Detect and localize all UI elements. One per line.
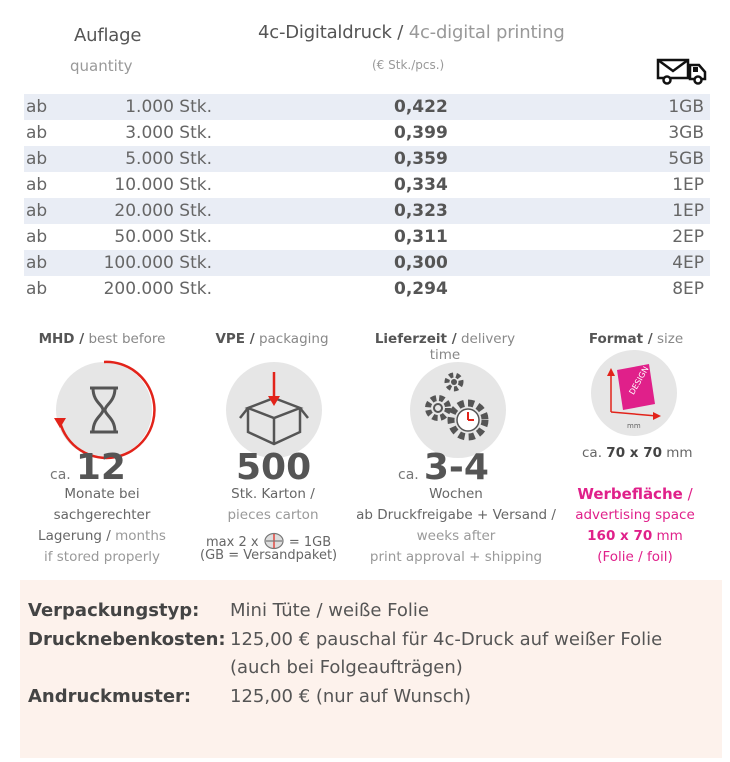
lieferzeit-description bbox=[343, 484, 569, 568]
table-row bbox=[24, 198, 710, 224]
costs-value1: 125,00 € pauschal für 4c-Druck auf weißer Folie bbox=[230, 629, 663, 650]
adv-size: 160 x 70 bbox=[587, 528, 653, 544]
mhd-description bbox=[12, 484, 192, 568]
mhd-title bbox=[17, 331, 187, 347]
proof-label: Andruckmuster: bbox=[28, 686, 192, 707]
lieferzeit-title-de: Lieferzeit / bbox=[374, 331, 457, 347]
row-prefix: ab bbox=[26, 253, 48, 273]
vpe-title-de: VPE / bbox=[215, 331, 255, 347]
table-row bbox=[24, 146, 710, 172]
adv-en: advertising space bbox=[575, 507, 695, 523]
adv-title bbox=[546, 484, 724, 505]
row-shipping: 1EP bbox=[672, 175, 704, 195]
row-prefix: ab bbox=[26, 97, 48, 117]
row-quantity: 10.000 Stk. bbox=[114, 175, 212, 195]
row-quantity: 5.000 Stk. bbox=[125, 149, 212, 169]
format-ca: ca. bbox=[582, 445, 602, 461]
box-icon bbox=[226, 362, 322, 458]
table-row bbox=[24, 120, 710, 146]
table-row bbox=[24, 224, 710, 250]
table-row bbox=[24, 94, 710, 120]
lieferzeit-line3: weeks after bbox=[416, 528, 496, 544]
header-unit: (€ Stk./pcs.) bbox=[372, 58, 445, 72]
lieferzeit-line2: ab Druckfreigabe + Versand / bbox=[356, 507, 556, 523]
mhd-ca: ca. bbox=[50, 467, 71, 483]
row-prefix: ab bbox=[26, 175, 48, 195]
header-print-de: 4c-Digitaldruck / bbox=[258, 22, 404, 43]
header-print-en: 4c-digital printing bbox=[408, 22, 565, 43]
mm-label: mm bbox=[627, 422, 641, 430]
vpe-line3a: max 2 x bbox=[206, 535, 259, 550]
mhd-value bbox=[50, 447, 126, 488]
row-price: 0,294 bbox=[394, 279, 448, 299]
header-quantity-de: Auflage bbox=[74, 25, 142, 46]
vpe-title-en: packaging bbox=[258, 331, 329, 347]
advertising-space bbox=[546, 484, 724, 568]
row-quantity: 3.000 Stk. bbox=[125, 123, 212, 143]
row-shipping: 8EP bbox=[672, 279, 704, 299]
details-box bbox=[20, 580, 722, 758]
design-label: DESIGN bbox=[627, 364, 651, 397]
lieferzeit-value bbox=[398, 447, 489, 488]
lieferzeit-line1: Wochen bbox=[429, 486, 483, 502]
row-prefix: ab bbox=[26, 201, 48, 221]
row-prefix: ab bbox=[26, 227, 48, 247]
format-title bbox=[551, 331, 721, 347]
row-price: 0,359 bbox=[394, 149, 448, 169]
mhd-title-en: best before bbox=[88, 331, 166, 347]
packaging-value: Mini Tüte / weiße Folie bbox=[230, 600, 429, 621]
price-table bbox=[24, 94, 710, 302]
row-price: 0,300 bbox=[394, 253, 448, 273]
proof-value: 125,00 € (nur auf Wunsch) bbox=[230, 686, 472, 707]
lieferzeit-title bbox=[360, 331, 530, 363]
vpe-line1: Stk. Karton / bbox=[231, 486, 315, 502]
table-row bbox=[24, 250, 710, 276]
adv-size-line bbox=[546, 526, 724, 547]
row-shipping: 5GB bbox=[668, 149, 704, 169]
format-size bbox=[582, 445, 693, 461]
header-print-title bbox=[258, 22, 565, 43]
mhd-number: 12 bbox=[75, 447, 126, 488]
format-title-en: size bbox=[656, 331, 684, 347]
mhd-title-de: MHD / bbox=[38, 331, 85, 347]
vpe-line2: pieces carton bbox=[227, 507, 319, 523]
mhd-line3-en: months bbox=[115, 528, 166, 544]
row-quantity: 200.000 Stk. bbox=[103, 279, 212, 299]
mhd-line1: Monate bei bbox=[64, 486, 140, 502]
mhd-line4: if stored properly bbox=[43, 549, 161, 565]
mhd-line3-de: Lagerung / bbox=[38, 528, 111, 544]
costs-label: Drucknebenkosten: bbox=[28, 629, 226, 650]
adv-note: (Folie / foil) bbox=[597, 549, 673, 565]
row-price: 0,311 bbox=[394, 227, 448, 247]
vpe-description bbox=[183, 484, 363, 526]
format-title-de: Format / bbox=[588, 331, 653, 347]
format-unit: mm bbox=[666, 445, 693, 461]
row-price: 0,334 bbox=[394, 175, 448, 195]
vpe-line3b: = 1GB bbox=[288, 535, 332, 550]
table-row bbox=[24, 172, 710, 198]
row-prefix: ab bbox=[26, 123, 48, 143]
adv-de: Werbefläche bbox=[577, 485, 683, 503]
row-shipping: 2EP bbox=[672, 227, 704, 247]
header-quantity-en: quantity bbox=[70, 57, 133, 75]
format-size-value: 70 x 70 bbox=[606, 445, 662, 461]
row-price: 0,323 bbox=[394, 201, 448, 221]
row-prefix: ab bbox=[26, 149, 48, 169]
packaging-label: Verpackungstyp: bbox=[28, 600, 200, 621]
row-quantity: 1.000 Stk. bbox=[125, 97, 212, 117]
row-quantity: 100.000 Stk. bbox=[103, 253, 212, 273]
row-shipping: 1GB bbox=[668, 97, 704, 117]
format-size-icon bbox=[591, 350, 677, 436]
lieferzeit-number: 3-4 bbox=[423, 447, 489, 488]
row-quantity: 50.000 Stk. bbox=[114, 227, 212, 247]
adv-sep: / bbox=[687, 485, 693, 503]
adv-unit: mm bbox=[656, 528, 683, 544]
vpe-line4: (GB = Versandpaket) bbox=[200, 548, 338, 563]
mhd-line2: sachgerechter bbox=[53, 507, 151, 523]
row-shipping: 3GB bbox=[668, 123, 704, 143]
gears-clock-icon bbox=[410, 362, 506, 458]
lieferzeit-ca: ca. bbox=[398, 467, 419, 483]
row-prefix: ab bbox=[26, 279, 48, 299]
row-shipping: 1EP bbox=[672, 201, 704, 221]
table-row bbox=[24, 276, 710, 302]
row-price: 0,422 bbox=[394, 97, 448, 117]
lieferzeit-line4: print approval + shipping bbox=[369, 549, 543, 565]
vpe-title bbox=[187, 331, 357, 347]
lieferzeit-title-en: delivery time bbox=[429, 331, 516, 363]
costs-value2: (auch bei Folgeaufträgen) bbox=[230, 657, 463, 678]
row-shipping: 4EP bbox=[672, 253, 704, 273]
mhd-line3 bbox=[12, 526, 192, 547]
truck-mail-icon bbox=[656, 57, 710, 85]
row-quantity: 20.000 Stk. bbox=[114, 201, 212, 221]
vpe-number: 500 bbox=[236, 447, 312, 488]
row-price: 0,399 bbox=[394, 123, 448, 143]
